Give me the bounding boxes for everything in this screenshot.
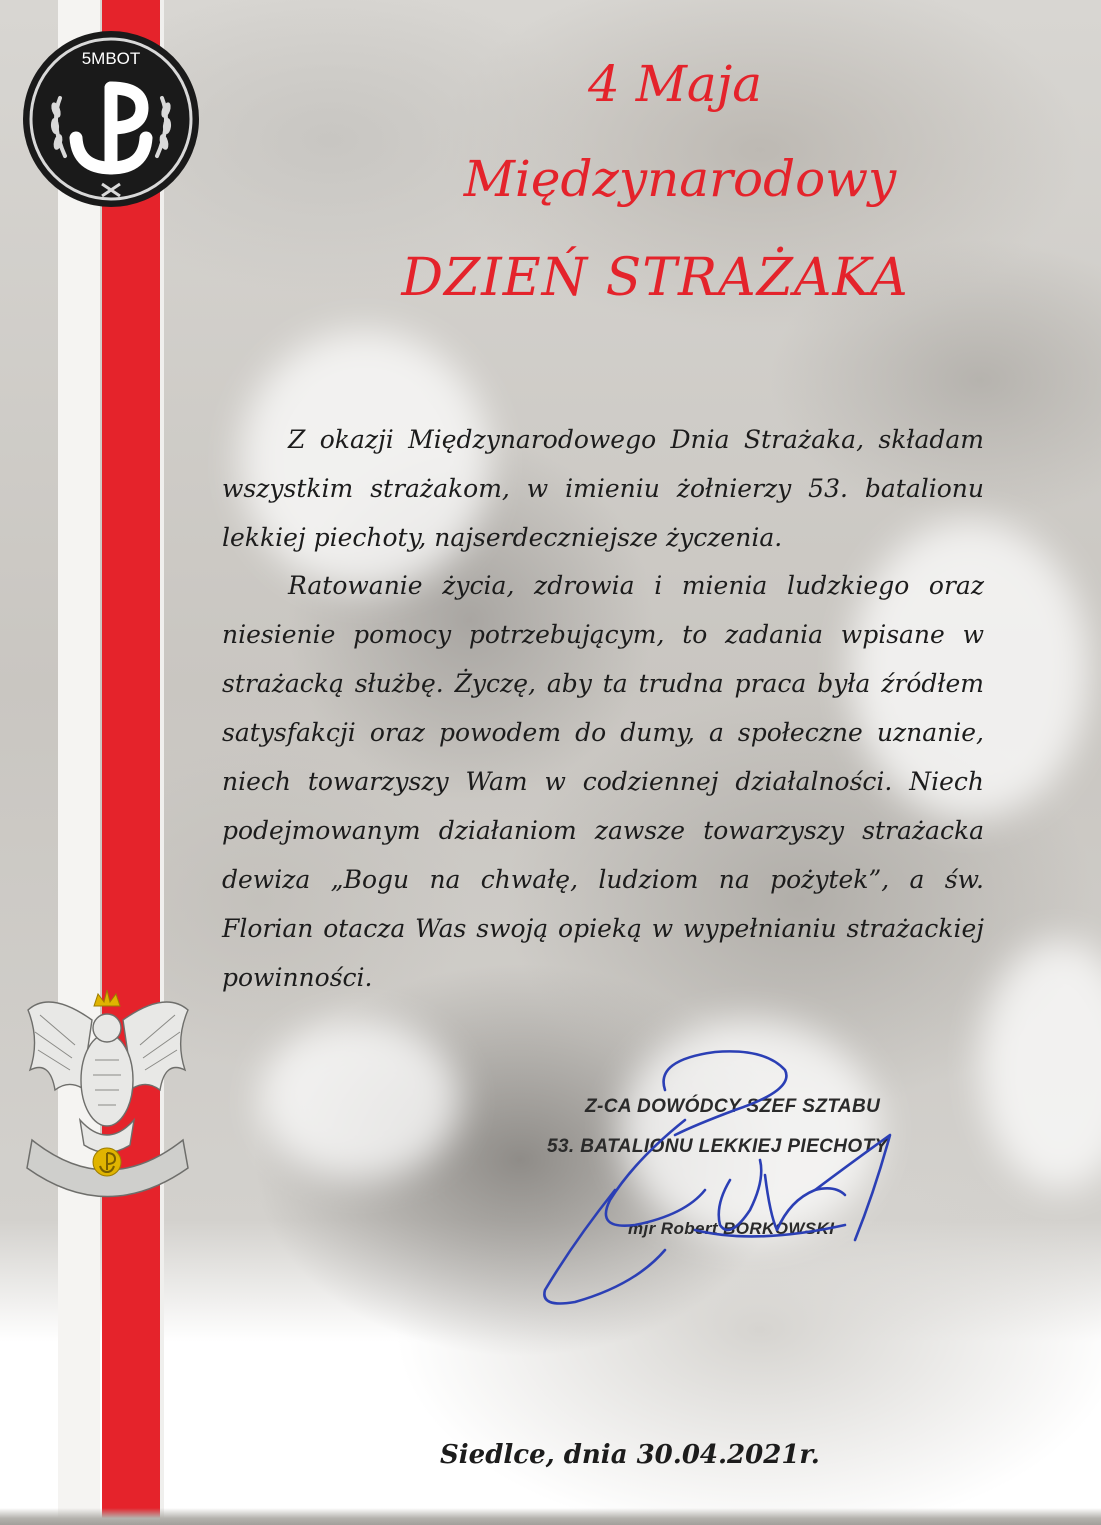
paragraph-text: Z okazji Międzynarodowego Dnia Strażaka, składam wszystkim strażakom, w imieniu żołnierzy 53. batalionu lekkiej piechoty, najserdeczniejsze życzenia. <box>222 425 984 552</box>
white-stripe <box>58 0 100 1525</box>
signatory-name: mjr Robert BORKOWSKI <box>628 1219 835 1238</box>
crowned-eagle-icon <box>20 970 195 1210</box>
page-bottom-edge <box>0 1508 1101 1525</box>
kotwica-icon <box>20 28 202 210</box>
background-highlight <box>980 940 1101 1190</box>
handwritten-signature-icon <box>515 1040 915 1320</box>
heading-international: Międzynarodowy <box>463 150 897 208</box>
red-stripe <box>102 0 160 1525</box>
heading-firefighter-day: DZIEŃ STRAŻAKA <box>401 248 909 308</box>
place-and-date: Siedlce, dnia 30.04.2021r. <box>440 1440 820 1470</box>
paragraph-text: Ratowanie życia, zdrowia i mienia ludzkiego oraz niesienie pomocy potrzebującym, to zadania wpisane w strażacką służbę. Życzę, aby ta trudna praca była źródłem satysfakcji oraz powodem do dumy, a społeczne uznanie, niech towarzyszy Wam w codziennej działalności. Niech podejmowanym działaniom zawsze towarzyszy strażacka dewiza „Bogu na chwałę, ludziom na pożytek”, a św. Florian otacza Was swoją opieką w wypełnianiu strażackiej powinności. <box>222 571 984 992</box>
heading-date: 4 Maja <box>587 55 763 113</box>
greeting-paragraph <box>222 415 984 562</box>
wishes-paragraph <box>222 561 984 1002</box>
signatory-unit: 53. BATALIONU LEKKIEJ PIECHOTY <box>547 1136 888 1157</box>
emblem-label: 5MBOT <box>81 49 141 68</box>
white-stripe-edge <box>160 0 164 1525</box>
background-highlight <box>260 1020 460 1180</box>
signatory-title: Z-CA DOWÓDCY SZEF SZTABU <box>585 1096 881 1117</box>
